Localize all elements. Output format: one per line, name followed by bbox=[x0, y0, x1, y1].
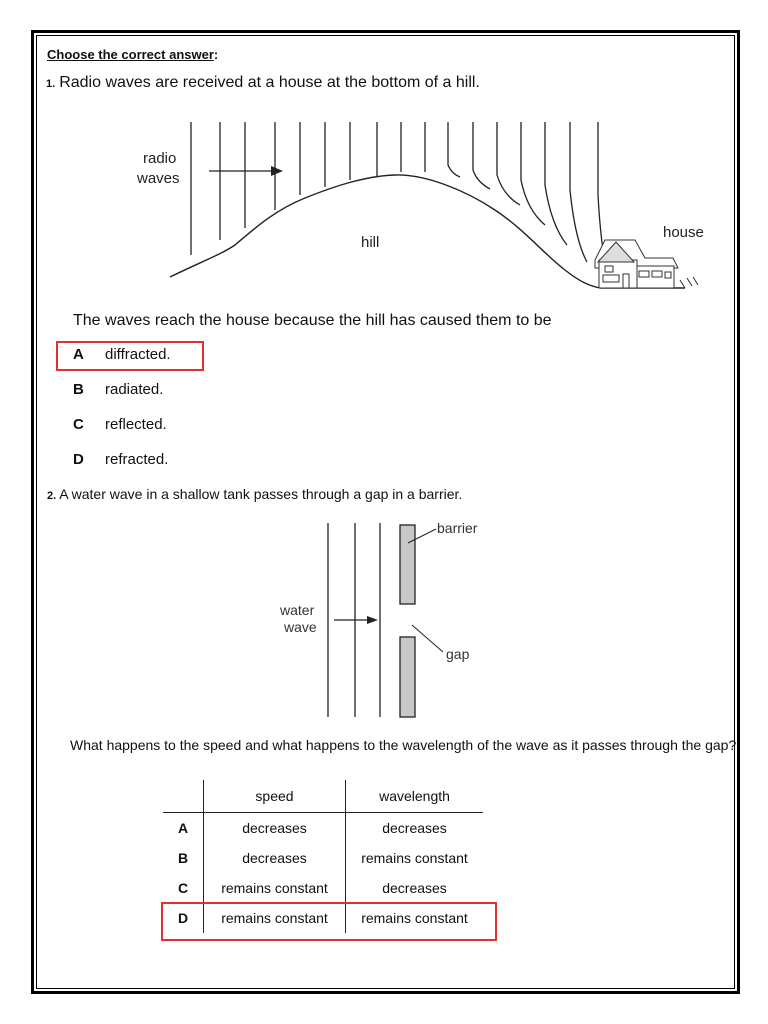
arrowhead-icon bbox=[271, 166, 283, 176]
table-header-blank bbox=[163, 780, 204, 813]
diffracted-wavefront bbox=[473, 122, 490, 189]
question-2 bbox=[47, 486, 462, 502]
row-speed: decreases bbox=[204, 843, 346, 873]
gap-pointer-line bbox=[412, 625, 443, 652]
row-wavelength: decreases bbox=[382, 820, 447, 836]
row-speed: decreases bbox=[204, 813, 346, 844]
question-1-stem: The waves reach the house because the hill has caused them to be bbox=[73, 312, 552, 329]
waves-label: waves bbox=[137, 170, 180, 187]
option-text: radiated. bbox=[105, 381, 164, 398]
radio-waves-hill-diagram bbox=[125, 110, 715, 295]
table-header-speed: speed bbox=[204, 780, 346, 813]
row-letter: A bbox=[163, 813, 204, 844]
diffracted-wavefront bbox=[545, 122, 567, 245]
ground-hatching bbox=[680, 277, 698, 288]
barrier-label: barrier bbox=[437, 520, 478, 536]
water-label: water bbox=[280, 602, 315, 618]
radio-label: radio bbox=[143, 150, 177, 167]
instructions-heading-colon: : bbox=[213, 47, 219, 62]
table-row[interactable] bbox=[163, 813, 483, 844]
house-icon bbox=[595, 240, 678, 288]
marked-answer-box-q2 bbox=[161, 902, 497, 941]
wave-label: wave bbox=[284, 619, 317, 635]
instructions-heading bbox=[47, 47, 218, 62]
row-letter: B bbox=[163, 843, 204, 873]
row-wavelength: remains constant bbox=[361, 850, 468, 866]
row-letter: C bbox=[163, 873, 204, 903]
question-2-number: 2. bbox=[47, 490, 57, 502]
table-row[interactable] bbox=[163, 873, 483, 903]
question-1-text: Radio waves are received at a house at the bottom of a hill. bbox=[59, 74, 480, 91]
barrier-upper bbox=[400, 525, 415, 604]
table-header-row bbox=[163, 780, 483, 813]
hill-label: hill bbox=[361, 234, 380, 251]
option-a[interactable] bbox=[73, 346, 171, 363]
row-wavelength: remains constant bbox=[361, 910, 468, 926]
table-header-wavelength: wavelength bbox=[346, 780, 484, 813]
question-2-text: A water wave in a shallow tank passes through a gap in a barrier. bbox=[59, 486, 463, 502]
diffracted-wavefront bbox=[497, 122, 520, 205]
option-letter: D bbox=[73, 451, 84, 468]
row-speed: remains constant bbox=[204, 903, 346, 933]
option-text: diffracted. bbox=[105, 346, 171, 363]
row-speed: remains constant bbox=[204, 873, 346, 903]
diffracted-wavefront bbox=[570, 122, 587, 262]
option-letter: C bbox=[73, 416, 84, 433]
instructions-heading-text: Choose the correct answer bbox=[47, 47, 214, 62]
diffracted-wavefront bbox=[448, 122, 460, 177]
barrier-lower bbox=[400, 637, 415, 717]
option-text: refracted. bbox=[105, 451, 169, 468]
question-1-number: 1. bbox=[46, 78, 56, 90]
question-1 bbox=[46, 74, 480, 92]
option-d[interactable] bbox=[73, 451, 168, 468]
option-text: reflected. bbox=[105, 416, 167, 433]
question-2-stem: What happens to the speed and what happens to the wavelength of the wave as it passes through the gap? bbox=[70, 737, 737, 753]
option-c[interactable] bbox=[73, 416, 167, 433]
option-letter: B bbox=[73, 381, 84, 398]
row-letter: D bbox=[163, 903, 204, 933]
table-row[interactable] bbox=[163, 843, 483, 873]
gap-label: gap bbox=[446, 646, 470, 662]
option-b[interactable] bbox=[73, 381, 163, 398]
diffracted-wavefront bbox=[521, 122, 545, 225]
house-label: house bbox=[663, 224, 704, 241]
row-wavelength: decreases bbox=[382, 880, 447, 896]
option-letter: A bbox=[73, 346, 84, 363]
water-wave-barrier-diagram bbox=[270, 515, 510, 725]
arrowhead-icon bbox=[367, 616, 378, 624]
